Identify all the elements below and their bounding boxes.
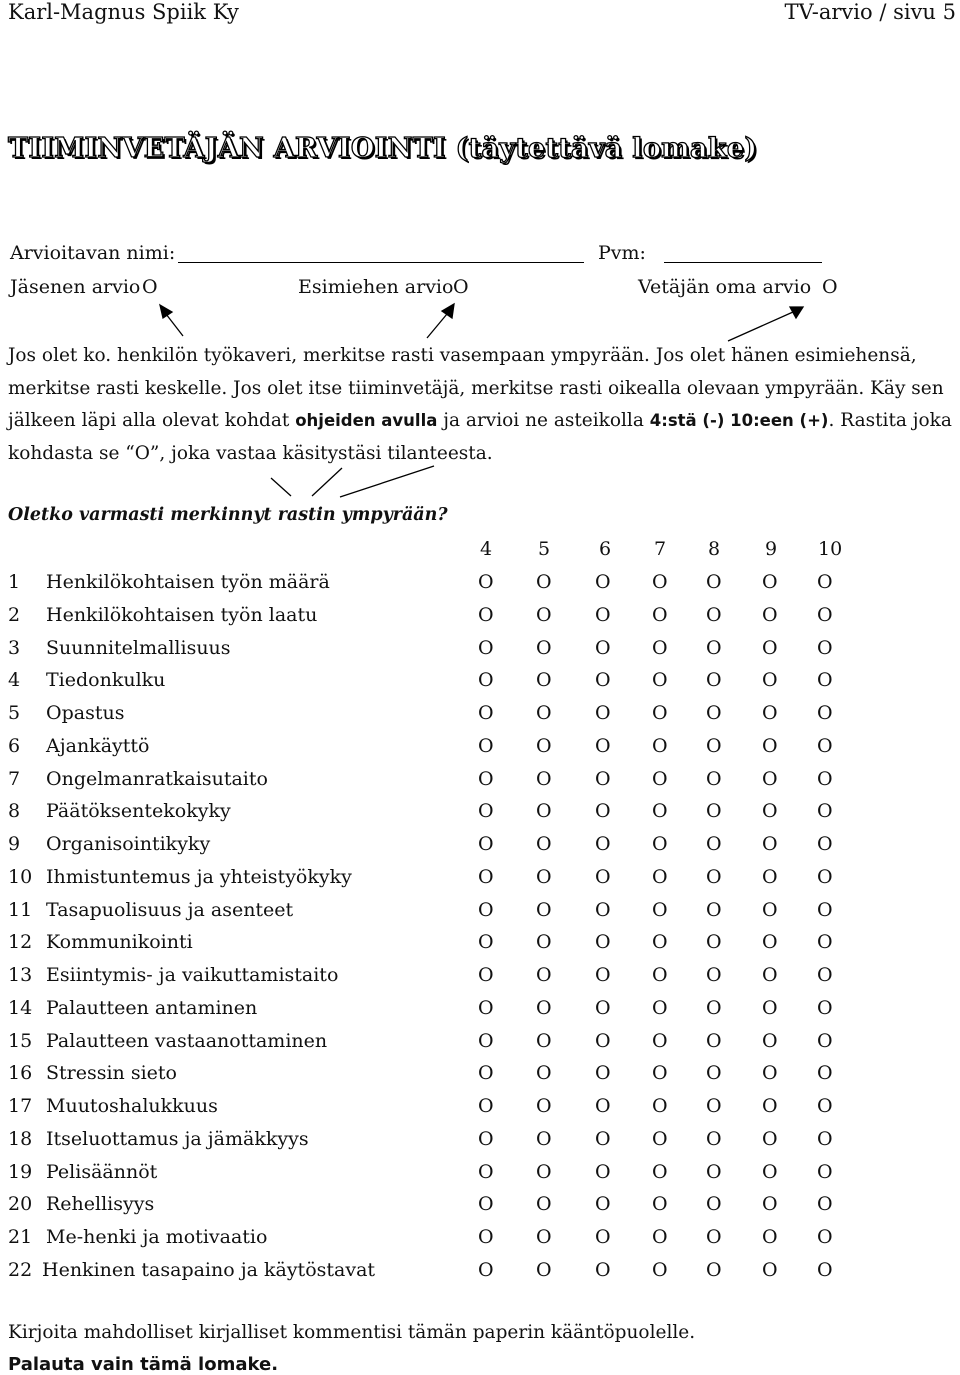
item-number: 11 bbox=[8, 898, 33, 921]
rating-circle-6[interactable]: O bbox=[595, 865, 611, 888]
rating-circle-7[interactable]: O bbox=[652, 1258, 668, 1281]
rating-circle-7[interactable]: O bbox=[652, 1193, 668, 1216]
rating-circle-6[interactable]: O bbox=[595, 1029, 611, 1052]
rating-circle-6[interactable]: O bbox=[595, 833, 611, 855]
rating-circle-7[interactable]: O bbox=[652, 1226, 668, 1248]
rating-circle-6[interactable]: O bbox=[595, 603, 611, 626]
rating-circle-6[interactable]: O bbox=[595, 931, 611, 954]
rating-circle-7[interactable]: O bbox=[652, 833, 668, 855]
item-label: Esiintymis- ja vaikuttamistaito bbox=[46, 964, 339, 986]
self-option-label: Vetäjän oma arvio bbox=[638, 276, 812, 298]
member-option-label: Jäsenen arvio bbox=[10, 276, 141, 298]
rating-circle-8[interactable]: O bbox=[706, 865, 722, 888]
rating-circle-4[interactable]: O bbox=[478, 865, 494, 888]
rating-circle-6[interactable]: O bbox=[595, 669, 611, 692]
rating-circle-5[interactable]: O bbox=[536, 1258, 552, 1281]
rating-circle-9[interactable]: O bbox=[762, 964, 778, 986]
rating-circle-4[interactable]: O bbox=[478, 931, 494, 954]
rating-circle-10[interactable]: O bbox=[817, 571, 833, 593]
table-row bbox=[0, 735, 960, 767]
table-row bbox=[0, 964, 960, 996]
item-number: 2 bbox=[8, 603, 21, 626]
rating-circle-10[interactable]: O bbox=[817, 1160, 833, 1183]
rating-circle-4[interactable]: O bbox=[478, 1029, 494, 1052]
rating-circle-10[interactable]: O bbox=[817, 996, 833, 1019]
rating-circle-6[interactable]: O bbox=[595, 571, 611, 593]
rating-circle-8[interactable]: O bbox=[706, 734, 722, 757]
table-row bbox=[0, 1259, 960, 1291]
rating-circle-10[interactable]: O bbox=[817, 1095, 833, 1117]
rating-circle-4[interactable]: O bbox=[478, 702, 494, 724]
item-number: 13 bbox=[8, 964, 33, 986]
item-number: 3 bbox=[8, 636, 21, 659]
rating-circle-4[interactable]: O bbox=[478, 1226, 494, 1248]
rating-circle-9[interactable]: O bbox=[762, 571, 778, 593]
item-number: 20 bbox=[8, 1193, 33, 1216]
rating-circle-5[interactable]: O bbox=[536, 1029, 552, 1052]
date-label: Pvm: bbox=[598, 242, 646, 264]
rating-circle-9[interactable]: O bbox=[762, 898, 778, 921]
table-row bbox=[0, 604, 960, 636]
rating-circle-8[interactable]: O bbox=[706, 931, 722, 954]
item-label: Tiedonkulku bbox=[46, 669, 166, 692]
rating-circle-8[interactable]: O bbox=[706, 636, 722, 659]
rating-circle-8[interactable]: O bbox=[706, 571, 722, 593]
return-instruction: Palauta vain tämä lomake. bbox=[8, 1354, 279, 1375]
rating-circle-4[interactable]: O bbox=[478, 1160, 494, 1183]
rating-circle-7[interactable]: O bbox=[652, 767, 668, 790]
rating-circle-6[interactable]: O bbox=[595, 1258, 611, 1281]
rating-circle-4[interactable]: O bbox=[478, 603, 494, 626]
rating-circle-10[interactable]: O bbox=[817, 1226, 833, 1248]
header-left: Karl-Magnus Spiik Ky bbox=[8, 0, 239, 24]
rating-circle-5[interactable]: O bbox=[536, 1062, 552, 1085]
rating-circle-6[interactable]: O bbox=[595, 767, 611, 790]
rating-circle-6[interactable]: O bbox=[595, 1062, 611, 1085]
rating-circle-7[interactable]: O bbox=[652, 636, 668, 659]
rating-circle-7[interactable]: O bbox=[652, 1160, 668, 1183]
rating-circle-4[interactable]: O bbox=[478, 1258, 494, 1281]
rating-circle-6[interactable]: O bbox=[595, 702, 611, 724]
rating-circle-7[interactable]: O bbox=[652, 1127, 668, 1150]
rating-circle-9[interactable]: O bbox=[762, 1127, 778, 1150]
table-row bbox=[0, 1161, 960, 1193]
rating-circle-8[interactable]: O bbox=[706, 1127, 722, 1150]
comment-instruction: Kirjoita mahdolliset kirjalliset kommentisi tämän paperin kääntöpuolelle. bbox=[8, 1322, 696, 1343]
rating-circle-5[interactable]: O bbox=[536, 1226, 552, 1248]
rating-circle-10[interactable]: O bbox=[817, 669, 833, 692]
scale-4: 4 bbox=[480, 538, 493, 560]
item-label: Henkilökohtaisen työn määrä bbox=[46, 571, 330, 593]
instructions-text-3: . Rastita joka kohdasta se “O”, joka vastaa käsitystäsi tilanteesta. bbox=[8, 410, 952, 464]
instructions-bold-2: 4:stä (-) 10:een (+) bbox=[649, 411, 829, 430]
item-number: 10 bbox=[8, 865, 33, 888]
name-label: Arvioitavan nimi: bbox=[10, 242, 176, 264]
item-label: Stressin sieto bbox=[46, 1062, 177, 1085]
table-row bbox=[0, 637, 960, 669]
rating-circle-10[interactable]: O bbox=[817, 833, 833, 855]
rating-circle-7[interactable]: O bbox=[652, 865, 668, 888]
page-title: TIIMINVETÄJÄN ARVIOINTI (täytettävä lomake) bbox=[8, 133, 758, 164]
rating-circle-9[interactable]: O bbox=[762, 865, 778, 888]
scale-7: 7 bbox=[654, 538, 667, 560]
item-label: Palautteen antaminen bbox=[46, 996, 258, 1019]
rating-circle-8[interactable]: O bbox=[706, 669, 722, 692]
rating-circle-4[interactable]: O bbox=[478, 636, 494, 659]
item-label: Henkinen tasapaino ja käytöstavat bbox=[42, 1258, 376, 1281]
rating-circle-5[interactable]: O bbox=[536, 702, 552, 724]
rating-circle-5[interactable]: O bbox=[536, 734, 552, 757]
rating-circle-6[interactable]: O bbox=[595, 1095, 611, 1117]
rating-circle-7[interactable]: O bbox=[652, 800, 668, 823]
rating-circle-10[interactable]: O bbox=[817, 865, 833, 888]
rating-circle-9[interactable]: O bbox=[762, 1258, 778, 1281]
rating-circle-9[interactable]: O bbox=[762, 767, 778, 790]
rating-circle-9[interactable]: O bbox=[762, 1029, 778, 1052]
rating-circle-4[interactable]: O bbox=[478, 898, 494, 921]
rating-circle-5[interactable]: O bbox=[536, 767, 552, 790]
rating-circle-7[interactable]: O bbox=[652, 964, 668, 986]
item-number: 22 bbox=[8, 1258, 33, 1281]
table-row bbox=[0, 866, 960, 898]
rating-circle-7[interactable]: O bbox=[652, 1062, 668, 1085]
rating-circle-8[interactable]: O bbox=[706, 702, 722, 724]
table-row bbox=[0, 1128, 960, 1160]
item-label: Tasapuolisuus ja asenteet bbox=[46, 898, 294, 921]
rating-circle-6[interactable]: O bbox=[595, 636, 611, 659]
rating-circle-4[interactable]: O bbox=[478, 833, 494, 855]
rating-circle-4[interactable]: O bbox=[478, 767, 494, 790]
item-number: 5 bbox=[8, 702, 21, 724]
table-row bbox=[0, 899, 960, 931]
member-option-circle[interactable]: O bbox=[142, 276, 158, 298]
rating-circle-9[interactable]: O bbox=[762, 996, 778, 1019]
rating-circle-9[interactable]: O bbox=[762, 931, 778, 954]
rating-circle-5[interactable]: O bbox=[536, 833, 552, 855]
rating-circle-6[interactable]: O bbox=[595, 1226, 611, 1248]
item-number: 12 bbox=[8, 931, 33, 954]
rating-circle-10[interactable]: O bbox=[817, 702, 833, 724]
item-number: 8 bbox=[8, 800, 21, 823]
item-number: 7 bbox=[8, 767, 21, 790]
item-label: Ajankäyttö bbox=[46, 734, 150, 757]
rating-circle-6[interactable]: O bbox=[595, 1160, 611, 1183]
rating-circle-9[interactable]: O bbox=[762, 702, 778, 724]
rating-circle-5[interactable]: O bbox=[536, 571, 552, 593]
rating-circle-4[interactable]: O bbox=[478, 1127, 494, 1150]
rating-circle-5[interactable]: O bbox=[536, 931, 552, 954]
rating-circle-7[interactable]: O bbox=[652, 931, 668, 954]
rating-circle-8[interactable]: O bbox=[706, 603, 722, 626]
instructions-text-2: ja arvioi ne asteikolla bbox=[443, 410, 644, 431]
item-label: Henkilökohtaisen työn laatu bbox=[46, 603, 318, 626]
rating-circle-8[interactable]: O bbox=[706, 800, 722, 823]
instructions-text-1: Jos olet ko. henkilön työkaveri, merkitse rasti vasempaan ympyrään. Jos olet hänen esimiehensä, merkitse rasti keskelle. Jos olet itse tiiminvetäjä, merkitse rasti oikealla olevaan ympyrään. Käy sen jälkeen läpi alla olevat kohdat bbox=[8, 345, 944, 431]
item-label: Päätöksentekokyky bbox=[46, 800, 231, 823]
rating-circle-10[interactable]: O bbox=[817, 931, 833, 954]
rating-circle-10[interactable]: O bbox=[817, 898, 833, 921]
item-number: 15 bbox=[8, 1029, 33, 1052]
rating-circle-10[interactable]: O bbox=[817, 767, 833, 790]
rating-circle-10[interactable]: O bbox=[817, 964, 833, 986]
table-row bbox=[0, 1193, 960, 1225]
rating-circle-9[interactable]: O bbox=[762, 1160, 778, 1183]
table-row bbox=[0, 997, 960, 1029]
rating-circle-6[interactable]: O bbox=[595, 800, 611, 823]
item-label: Me-henki ja motivaatio bbox=[46, 1226, 268, 1248]
rating-circle-8[interactable]: O bbox=[706, 1193, 722, 1216]
item-label: Rehellisyys bbox=[46, 1193, 155, 1216]
rating-circle-6[interactable]: O bbox=[595, 1193, 611, 1216]
rating-circle-8[interactable]: O bbox=[706, 1160, 722, 1183]
rating-circle-5[interactable]: O bbox=[536, 1160, 552, 1183]
scale-5: 5 bbox=[538, 538, 551, 560]
item-label: Organisointikyky bbox=[46, 833, 211, 855]
rating-circle-9[interactable]: O bbox=[762, 1193, 778, 1216]
item-number: 6 bbox=[8, 734, 21, 757]
table-row bbox=[0, 1095, 960, 1127]
rating-circle-4[interactable]: O bbox=[478, 734, 494, 757]
rating-circle-7[interactable]: O bbox=[652, 669, 668, 692]
item-number: 4 bbox=[8, 669, 21, 692]
rating-circle-4[interactable]: O bbox=[478, 1095, 494, 1117]
table-row bbox=[0, 571, 960, 603]
rating-circle-8[interactable]: O bbox=[706, 1258, 722, 1281]
rating-circle-9[interactable]: O bbox=[762, 1226, 778, 1248]
item-label: Palautteen vastaanottaminen bbox=[46, 1029, 328, 1052]
rating-circle-7[interactable]: O bbox=[652, 898, 668, 921]
rating-circle-8[interactable]: O bbox=[706, 1029, 722, 1052]
table-row bbox=[0, 1226, 960, 1258]
rating-circle-5[interactable]: O bbox=[536, 800, 552, 823]
item-number: 1 bbox=[8, 571, 21, 593]
rating-circle-9[interactable]: O bbox=[762, 1062, 778, 1085]
rating-circle-10[interactable]: O bbox=[817, 734, 833, 757]
item-label: Suunnitelmallisuus bbox=[46, 636, 231, 659]
rating-circle-5[interactable]: O bbox=[536, 996, 552, 1019]
rating-circle-4[interactable]: O bbox=[478, 669, 494, 692]
rating-circle-5[interactable]: O bbox=[536, 1193, 552, 1216]
rating-circle-10[interactable]: O bbox=[817, 636, 833, 659]
item-label: Itseluottamus ja jämäkkyys bbox=[46, 1127, 309, 1150]
rating-circle-9[interactable]: O bbox=[762, 603, 778, 626]
rating-circle-10[interactable]: O bbox=[817, 1062, 833, 1085]
rating-circle-8[interactable]: O bbox=[706, 1095, 722, 1117]
scale-8: 8 bbox=[708, 538, 721, 560]
table-row bbox=[0, 702, 960, 734]
item-number: 21 bbox=[8, 1226, 33, 1248]
rating-circle-5[interactable]: O bbox=[536, 964, 552, 986]
rating-circle-8[interactable]: O bbox=[706, 1062, 722, 1085]
item-number: 14 bbox=[8, 996, 33, 1019]
rating-circle-8[interactable]: O bbox=[706, 898, 722, 921]
item-number: 19 bbox=[8, 1160, 33, 1183]
item-number: 9 bbox=[8, 833, 21, 855]
rating-circle-7[interactable]: O bbox=[652, 734, 668, 757]
rating-circle-4[interactable]: O bbox=[478, 1062, 494, 1085]
rating-circle-8[interactable]: O bbox=[706, 833, 722, 855]
item-number: 17 bbox=[8, 1095, 33, 1117]
rating-circle-4[interactable]: O bbox=[478, 996, 494, 1019]
item-label: Pelisäännöt bbox=[46, 1160, 158, 1183]
rating-circle-10[interactable]: O bbox=[817, 1258, 833, 1281]
rating-circle-6[interactable]: O bbox=[595, 734, 611, 757]
table-row bbox=[0, 931, 960, 963]
check-question: Oletko varmasti merkinnyt rastin ympyrään? bbox=[8, 505, 448, 525]
rating-circle-5[interactable]: O bbox=[536, 898, 552, 921]
rating-circle-7[interactable]: O bbox=[652, 603, 668, 626]
self-option-circle[interactable]: O bbox=[822, 276, 838, 298]
rating-circle-6[interactable]: O bbox=[595, 1127, 611, 1150]
rating-circle-10[interactable]: O bbox=[817, 603, 833, 626]
rating-circle-7[interactable]: O bbox=[652, 702, 668, 724]
rating-circle-4[interactable]: O bbox=[478, 1193, 494, 1216]
rating-circle-4[interactable]: O bbox=[478, 964, 494, 986]
rating-circle-10[interactable]: O bbox=[817, 1127, 833, 1150]
rating-circle-4[interactable]: O bbox=[478, 571, 494, 593]
rating-circle-5[interactable]: O bbox=[536, 636, 552, 659]
table-row bbox=[0, 800, 960, 832]
rating-circle-10[interactable]: O bbox=[817, 1193, 833, 1216]
item-label: Ongelmanratkaisutaito bbox=[46, 767, 268, 790]
item-label: Kommunikointi bbox=[46, 931, 193, 954]
rating-circle-9[interactable]: O bbox=[762, 734, 778, 757]
rating-circle-8[interactable]: O bbox=[706, 996, 722, 1019]
rating-circle-7[interactable]: O bbox=[652, 1095, 668, 1117]
rating-circle-5[interactable]: O bbox=[536, 1127, 552, 1150]
item-number: 16 bbox=[8, 1062, 33, 1085]
rating-circle-8[interactable]: O bbox=[706, 1226, 722, 1248]
boss-option-label: Esimiehen arvio bbox=[298, 276, 454, 298]
instructions bbox=[8, 340, 958, 470]
item-number: 18 bbox=[8, 1127, 33, 1150]
table-row bbox=[0, 1062, 960, 1094]
rating-circle-9[interactable]: O bbox=[762, 800, 778, 823]
rating-circle-6[interactable]: O bbox=[595, 898, 611, 921]
scale-10: 10 bbox=[818, 538, 843, 560]
header-right: TV-arvio / sivu 5 bbox=[784, 0, 956, 24]
rating-circle-5[interactable]: O bbox=[536, 1095, 552, 1117]
rating-circle-10[interactable]: O bbox=[817, 800, 833, 823]
item-label: Ihmistuntemus ja yhteistyökyky bbox=[46, 865, 352, 888]
rating-circle-5[interactable]: O bbox=[536, 603, 552, 626]
rating-circle-5[interactable]: O bbox=[536, 669, 552, 692]
rating-circle-7[interactable]: O bbox=[652, 996, 668, 1019]
instructions-bold-1: ohjeiden avulla bbox=[295, 411, 438, 430]
boss-option-circle[interactable]: O bbox=[453, 276, 469, 298]
rating-circle-10[interactable]: O bbox=[817, 1029, 833, 1052]
rating-circle-6[interactable]: O bbox=[595, 964, 611, 986]
table-row bbox=[0, 669, 960, 701]
item-label: Opastus bbox=[46, 702, 125, 724]
rating-circle-4[interactable]: O bbox=[478, 800, 494, 823]
table-row bbox=[0, 768, 960, 800]
rating-circle-7[interactable]: O bbox=[652, 571, 668, 593]
rating-circle-9[interactable]: O bbox=[762, 669, 778, 692]
rating-circle-8[interactable]: O bbox=[706, 964, 722, 986]
rating-circle-9[interactable]: O bbox=[762, 833, 778, 855]
rating-circle-9[interactable]: O bbox=[762, 636, 778, 659]
rating-circle-9[interactable]: O bbox=[762, 1095, 778, 1117]
rating-circle-7[interactable]: O bbox=[652, 1029, 668, 1052]
rating-circle-8[interactable]: O bbox=[706, 767, 722, 790]
rating-circle-6[interactable]: O bbox=[595, 996, 611, 1019]
scale-9: 9 bbox=[765, 538, 778, 560]
item-label: Muutoshalukkuus bbox=[46, 1095, 218, 1117]
table-row bbox=[0, 1030, 960, 1062]
scale-6: 6 bbox=[599, 538, 612, 560]
table-row bbox=[0, 833, 960, 865]
rating-circle-5[interactable]: O bbox=[536, 865, 552, 888]
